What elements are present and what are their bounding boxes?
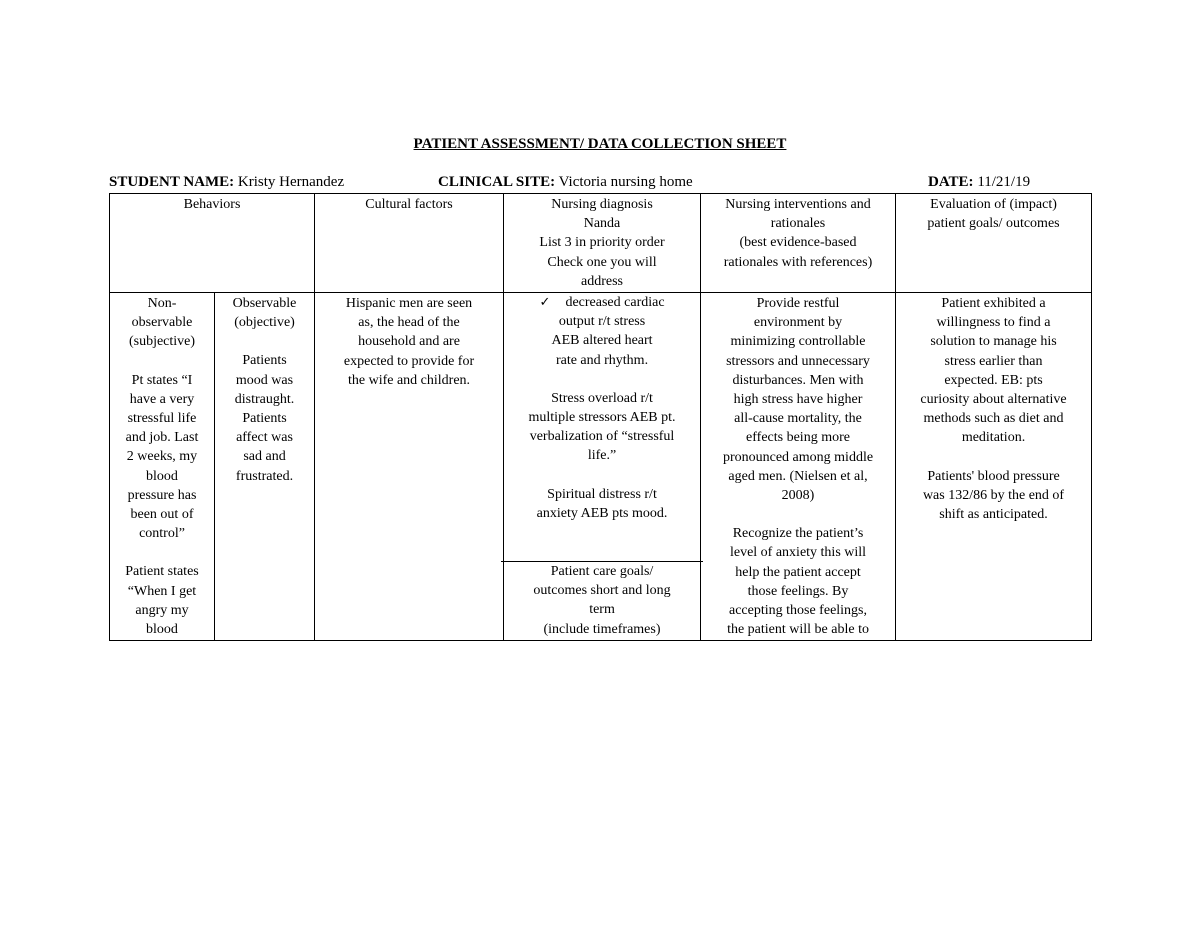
diagnosis-1: ✓ decreased cardiac xyxy=(504,293,700,312)
nursing-diagnosis-cell xyxy=(504,293,701,641)
date xyxy=(928,174,1030,191)
student-name-value: Kristy Hernandez xyxy=(237,174,345,190)
nonobservable-cell: Non- observable (subjective) Pt states “I have a very stressful life and job. Last 2 weeks, my blood pressure has been out of control” Patient states “When I get angry my blood xyxy=(110,293,215,641)
header-row xyxy=(110,194,1092,293)
clinical-site xyxy=(438,174,693,191)
page-title: PATIENT ASSESSMENT/ DATA COLLECTION SHEET xyxy=(413,136,787,152)
header-nursing-diagnosis: Nursing diagnosis Nanda List 3 in priority order Check one you will address xyxy=(504,194,701,293)
body-row xyxy=(110,293,1092,641)
interventions-cell: Provide restful environment by minimizing controllable stressors and unnecessary disturbances. Men with high stress have higher all-cause mortality, the effects being more pronounced among middle aged men. (Nielsen et al, 2008) Recognize the patient’s level of anxiety this will help the patient accept those feelings. By accepting those feelings, the patient will be able to xyxy=(701,293,896,641)
observable-cell: Observable (objective) Patients mood was distraught. Patients affect was sad and frustrated. xyxy=(215,293,315,641)
header-behaviors: Behaviors xyxy=(110,194,315,293)
header-evaluation: Evaluation of (impact) patient goals/ outcomes xyxy=(896,194,1092,293)
diagnosis-list: ✓ decreased cardiac output r/t stress AEB altered heart rate and rhythm. Stress overload r/t multiple stressors AEB pt. verbalization of “stressful life.” Spiritual distress r/t anxiety AEB pts mood. xyxy=(501,293,703,562)
diagnosis-3: Spiritual distress r/t xyxy=(547,486,657,502)
patient-care-goals: Patient care goals/ outcomes short and long term (include timeframes) xyxy=(533,564,671,637)
clinical-site-label: CLINICAL SITE: xyxy=(438,174,556,190)
cultural-factors-cell: Hispanic men are seen as, the head of the household and are expected to provide for the wife and children. xyxy=(315,293,504,641)
student-name-label: STUDENT NAME: xyxy=(109,174,235,190)
header-cultural-factors: Cultural factors xyxy=(315,194,504,293)
student-name xyxy=(109,174,344,191)
assessment-table xyxy=(109,193,1092,641)
checkmark-icon: ✓ xyxy=(539,295,551,311)
clinical-site-value: Victoria nursing home xyxy=(558,174,693,190)
date-label: DATE: xyxy=(928,174,974,190)
header-interventions: Nursing interventions and rationales (best evidence-based rationales with references) xyxy=(701,194,896,293)
diagnosis-2: Stress overload r/t xyxy=(551,390,653,406)
date-value: 11/21/19 xyxy=(977,174,1031,190)
evaluation-cell: Patient exhibited a willingness to find a solution to manage his stress earlier than expected. EB: pts curiosity about alternative methods such as diet and meditation. Patients' blood pressure was 132/86 by the end of shift as anticipated. xyxy=(896,293,1092,641)
